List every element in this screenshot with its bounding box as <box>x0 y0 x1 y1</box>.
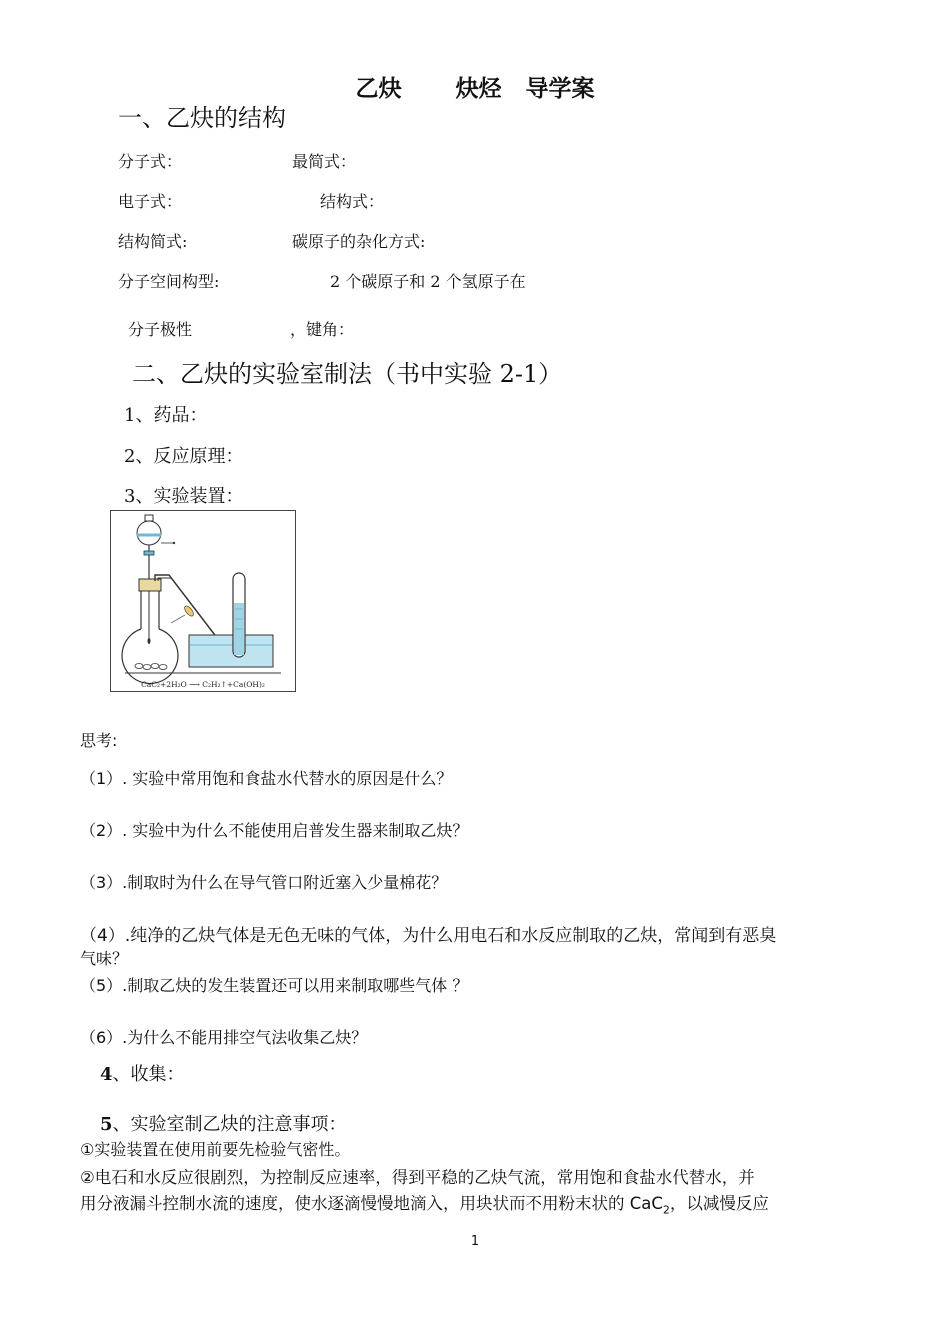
figure-equation: CaC₂+2H₂O ⟶ C₂H₂↑+Ca(OH)₂ <box>141 680 265 689</box>
question-3: （3）.制取时为什么在导气管口附近塞入少量棉花？ <box>80 873 448 892</box>
question-1: （1）. 实验中常用饱和食盐水代替水的原因是什么？ <box>80 769 453 788</box>
note-2-text-post: ，以减慢反应 <box>669 1194 769 1213</box>
thinking-label: 思考: <box>80 731 118 750</box>
apparatus-figure <box>110 510 296 692</box>
apparatus-drawing <box>111 511 295 691</box>
item5-precautions <box>100 1110 347 1136</box>
spatial-config-label: 分子空间构型: <box>118 272 220 291</box>
note-2-text-pre: 用分液漏斗控制水流的速度，使水逐滴慢慢地滴入，用块状而不用粉末状的 CaC <box>80 1194 663 1213</box>
section2-heading: 二、乙炔的实验室制法（书中实验 2-1） <box>132 360 563 388</box>
question-5: （5）.制取乙炔的发生装置还可以用来制取哪些气体 ？ <box>80 976 469 995</box>
condensed-formula-label: 结构简式: <box>118 232 188 251</box>
polarity-label: 分子极性 <box>128 320 193 339</box>
item2-principle: 2、反应原理： <box>124 446 244 467</box>
structural-formula-label: 结构式： <box>320 192 385 211</box>
title-part2: 炔烃 <box>455 76 502 102</box>
bond-angle-label: ，键角： <box>290 320 355 339</box>
item3-apparatus: 3、实验装置： <box>124 486 244 507</box>
item4-text: 、收集： <box>112 1064 185 1085</box>
item5-text: 、实验室制乙炔的注意事项： <box>112 1114 347 1135</box>
item1-reagents: 1、药品： <box>124 405 208 426</box>
item4-number: 4 <box>100 1064 113 1085</box>
title-part1: 乙炔 <box>355 76 402 102</box>
question-2: （2）. 实验中为什么不能使用启普发生器来制取乙炔？ <box>80 821 469 840</box>
question-4-line2: 气味？ <box>80 949 129 968</box>
note-1: ①实验装置在使用前要先检验气密性。 <box>80 1140 351 1159</box>
electron-formula-label: 电子式： <box>118 192 183 211</box>
item4-collection <box>100 1060 185 1086</box>
molecular-formula-label: 分子式： <box>118 152 183 171</box>
page-number: 1 <box>470 1234 480 1249</box>
title-part3: 导学案 <box>525 76 595 102</box>
note-2-line1: ②电石和水反应很剧烈，为控制反应速率，得到平稳的乙炔气流，常用饱和食盐水代替水，并 <box>80 1168 755 1187</box>
simplest-formula-label: 最简式： <box>292 152 357 171</box>
section1-heading: 一、乙炔的结构 <box>118 104 286 132</box>
question-6: （6）.为什么不能用排空气法收集乙炔？ <box>80 1028 368 1047</box>
question-4-line1: （4）.纯净的乙炔气体是无色无味的气体，为什么用电石和水反应制取的乙炔，常闻到有恶臭 <box>80 926 777 946</box>
item5-number: 5 <box>100 1114 113 1135</box>
note-2-line2 <box>80 1191 769 1223</box>
hybridization-label: 碳原子的杂化方式: <box>292 232 426 251</box>
note-2-subscript: 2 <box>662 1203 670 1217</box>
atoms-line: 2 个碳原子和 2 个氢原子在 <box>330 272 526 291</box>
